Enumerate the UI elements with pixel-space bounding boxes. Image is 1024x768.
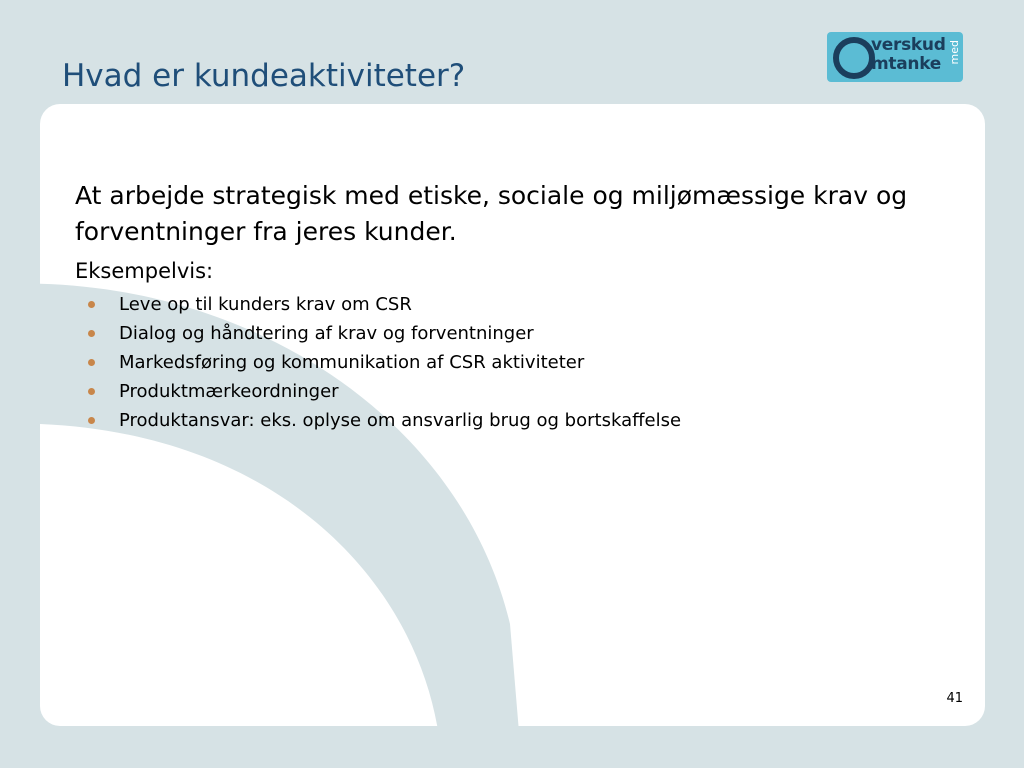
- bullet-icon: [88, 301, 95, 308]
- overskud-med-omtanke-logo: [827, 32, 963, 82]
- logo-word-1: verskud: [871, 35, 946, 55]
- bullet-icon: [88, 330, 95, 337]
- bullet-text: Leve op til kunders krav om CSR: [119, 294, 412, 315]
- list-item: [75, 319, 985, 348]
- bullet-text: Markedsføring og kommunikation af CSR aktiviteter: [119, 352, 585, 373]
- logo-word-2: mtanke: [871, 54, 941, 74]
- logo-ring-icon: [833, 37, 875, 79]
- slide-body: [75, 178, 985, 435]
- bullet-list: [75, 290, 985, 435]
- list-item: [75, 406, 985, 435]
- slide-title: Hvad er kundeaktiviteter?: [62, 58, 466, 94]
- content-panel: [40, 104, 985, 726]
- bullet-text: Dialog og håndtering af krav og forventninger: [119, 323, 534, 344]
- page-number: 41: [946, 691, 963, 706]
- list-item: [75, 290, 985, 319]
- intro-text: At arbejde strategisk med etiske, sociale og miljømæssige krav og forventninger fra jeres kunder.: [75, 181, 908, 246]
- list-item: [75, 377, 985, 406]
- examples-heading: Eksempelvis:: [75, 259, 214, 283]
- logo-side-word: med: [948, 40, 961, 65]
- bullet-text: Produktansvar: eks. oplyse om ansvarlig brug og bortskaffelse: [119, 410, 682, 431]
- bullet-icon: [88, 359, 95, 366]
- bullet-icon: [88, 388, 95, 395]
- bullet-icon: [88, 417, 95, 424]
- bullet-text: Produktmærkeordninger: [119, 381, 339, 402]
- list-item: [75, 348, 985, 377]
